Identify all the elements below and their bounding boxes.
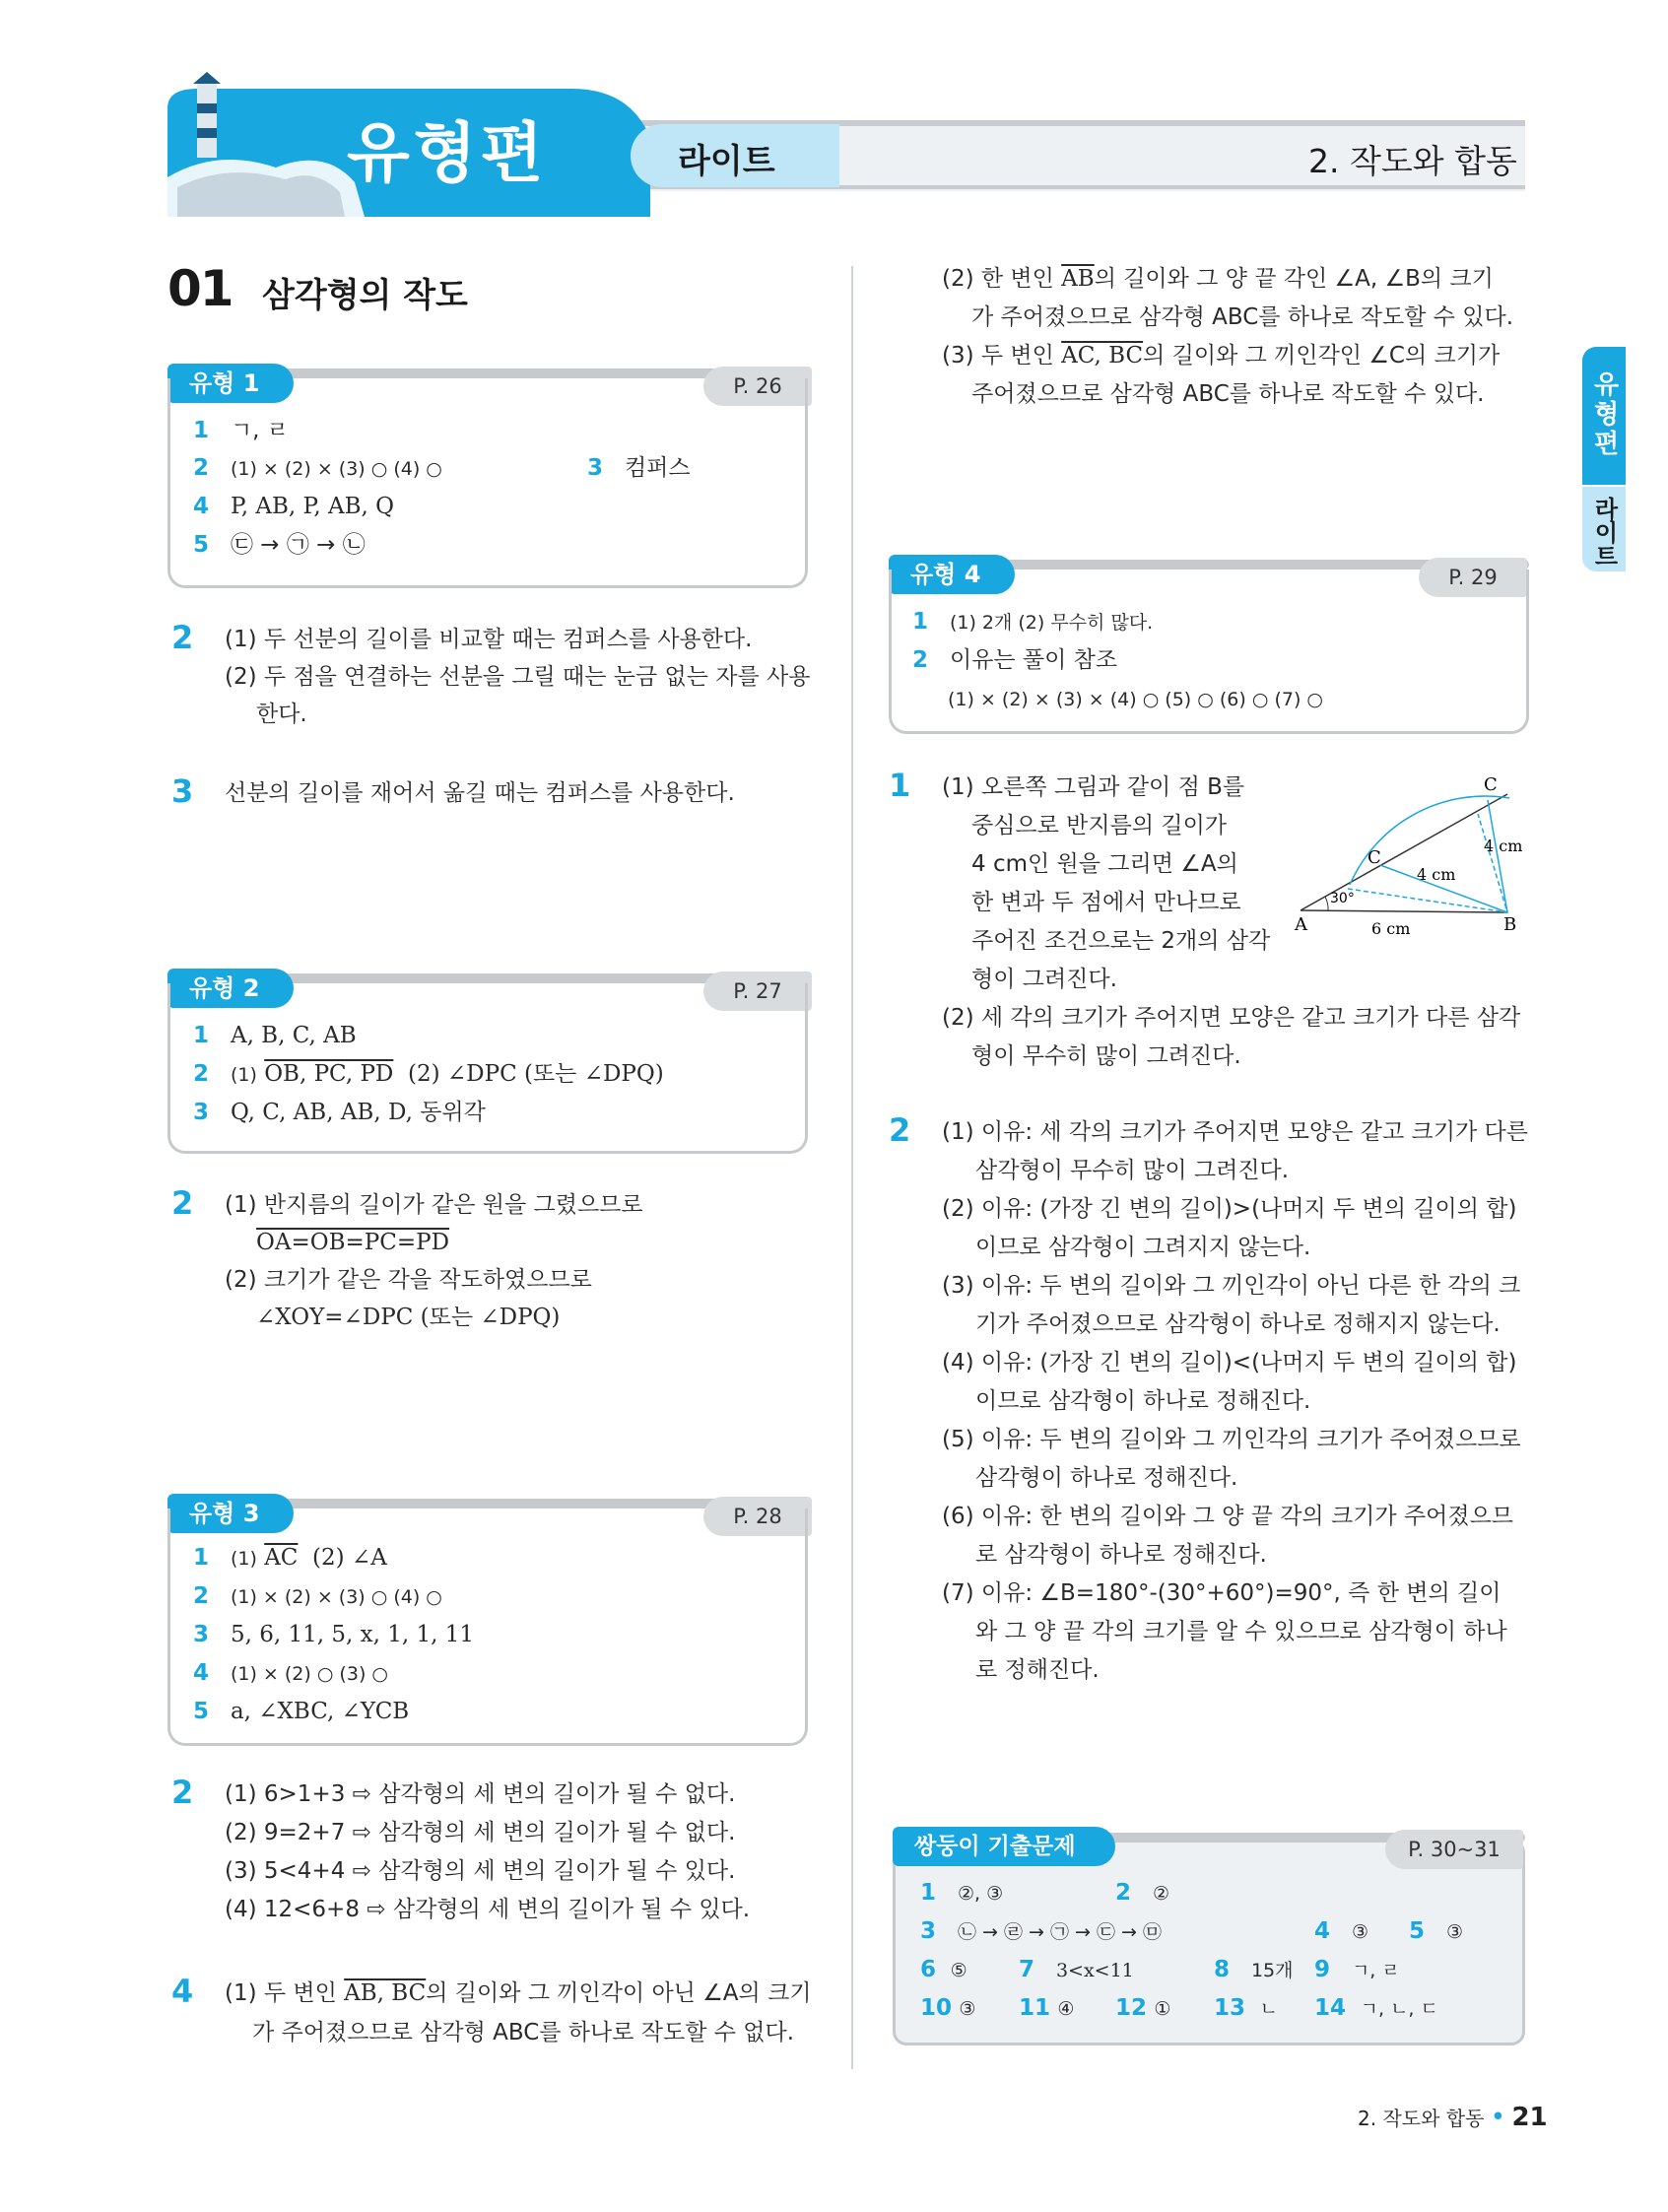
twin-item-2: 2 ②	[1115, 1880, 1169, 1906]
sol1-q2-number: 2	[171, 619, 194, 656]
sol4-q2-line-2: 삼각형이 무수히 많이 그려진다.	[975, 1158, 1290, 1183]
fig-label-B: B	[1503, 914, 1517, 935]
type2-line-1: 1 A, B, C, AB	[193, 1023, 357, 1048]
right-top-line-3: (3) 두 변인 AC, BC의 길이와 그 끼인각인 ∠C의 크기가	[942, 343, 1501, 369]
right-top-line-2: 가 주어졌으므로 삼각형 ABC를 하나로 작도할 수 있다.	[971, 304, 1514, 330]
fig-label-A: A	[1295, 914, 1307, 935]
sol2-line-4: ∠XOY=∠DPC (또는 ∠DPQ)	[256, 1305, 561, 1330]
type3-line-4: 4 (1) × (2) ○ (3) ○	[193, 1660, 388, 1686]
type3-line-2: 2 (1) × (2) × (3) ○ (4) ○	[193, 1583, 442, 1609]
sol4-q2-line-15: 로 정해진다.	[975, 1657, 1100, 1683]
fig-label-C1: C	[1368, 847, 1381, 868]
type4-line-2: 2 이유는 풀이 참조	[912, 647, 1118, 673]
type1-label: 유형 1	[189, 369, 260, 397]
type2-line-2: 2 (1) OB, PC, PD (2) ∠DPC (또는 ∠DPQ)	[193, 1061, 664, 1087]
sol4-q2-line-11: (6) 이유: 한 변의 길이와 그 양 끝 각의 크기가 주어졌으므	[942, 1504, 1514, 1529]
sol3-q4-number: 4	[171, 1973, 194, 2010]
fig-ab: 6 cm	[1371, 919, 1411, 938]
twin-item-3: 3 ㉡ → ㉣ → ㉠ → ㉢ → ㉤	[920, 1918, 1162, 1944]
side-tab-level	[1582, 487, 1626, 571]
type1-line-5: 5 ㉢ → ㉠ → ㉡	[193, 532, 366, 558]
sol3-q2-number: 2	[171, 1774, 194, 1811]
sol4-q1-line-7: (2) 세 각의 크기가 주어지면 모양은 같고 크기가 다른 삼각	[942, 1005, 1521, 1031]
sol3-q4-line-2: 가 주어졌으므로 삼각형 ABC를 하나로 작도할 수 없다.	[252, 2020, 795, 2045]
sol1-q3-line-1: 선분의 길이를 재어서 옮길 때는 컴퍼스를 사용한다.	[225, 780, 735, 806]
sol4-q1-line-8: 형이 무수히 많이 그려진다.	[971, 1043, 1241, 1069]
twin-label: 쌍둥이 기출문제	[914, 1834, 1076, 1859]
header-level: 라이트	[678, 142, 775, 181]
sol3-q2-line-3: (3) 5<4+4 ⇨ 삼각형의 세 변의 길이가 될 수 있다.	[225, 1858, 736, 1884]
sol4-q2-line-13: (7) 이유: ∠B=180°-(30°+60°)=90°, 즉 한 변의 길이	[942, 1580, 1501, 1606]
sol3-q2-line-4: (4) 12<6+8 ⇨ 삼각형의 세 변의 길이가 될 수 있다.	[225, 1897, 751, 1922]
sol4-q2-line-5: (3) 이유: 두 변의 길이와 그 끼인각이 아닌 다른 한 각의 크	[942, 1273, 1521, 1299]
fig-angle: 30°	[1330, 891, 1355, 906]
twin-tag	[893, 1827, 1115, 1866]
sol4-q1-line-4: 한 변과 두 점에서 만나므로	[971, 890, 1241, 915]
sol3-q4-line-1: (1) 두 변인 AB, BC의 길이와 그 끼인각이 아닌 ∠A의 크기	[225, 1980, 812, 2006]
sol4-q2-line-10: 삼각형이 하나로 정해진다.	[975, 1465, 1238, 1491]
type2-page: P. 27	[703, 972, 812, 1011]
twin-item-11: 11 ④	[1019, 1995, 1075, 2021]
type1-line-4: 4 P, AB, P, AB, Q	[193, 494, 394, 519]
sol4-q2-number: 2	[889, 1111, 911, 1149]
type3-label: 유형 3	[189, 1500, 260, 1527]
type3-line-3: 3 5, 6, 11, 5, x, 1, 1, 11	[193, 1622, 474, 1647]
type4-line-1: 1 (1) 2개 (2) 무수히 많다.	[912, 609, 1154, 635]
sol4-q1-line-1: (1) 오른쪽 그림과 같이 점 B를	[942, 774, 1245, 800]
twin-item-5: 5 ③	[1409, 1918, 1463, 1944]
section-title: 삼각형의 작도	[262, 276, 468, 315]
footer	[1358, 2103, 1548, 2132]
twin-item-14: 14 ㄱ, ㄴ, ㄷ	[1314, 1995, 1438, 2021]
sol4-q2-line-9: (5) 이유: 두 변의 길이와 그 끼인각의 크기가 주어졌으므로	[942, 1427, 1521, 1452]
twin-page: P. 30~31	[1385, 1830, 1523, 1869]
sol3-q2-line-1: (1) 6>1+3 ⇨ 삼각형의 세 변의 길이가 될 수 없다.	[225, 1781, 736, 1807]
side-tab-section-label: 유형편	[1589, 370, 1619, 459]
sol2-line-1: (1) 반지름의 길이가 같은 원을 그렸으므로	[225, 1192, 643, 1218]
sol4-q2-line-7: (4) 이유: (가장 긴 변의 길이)<(나머지 두 변의 길이의 합)	[942, 1350, 1517, 1375]
footer-chapter: 2. 작도와 합동	[1358, 2107, 1485, 2130]
twin-item-13: 13 ㄴ	[1214, 1995, 1278, 2021]
twin-item-6: 6 ⑤	[920, 1957, 967, 1982]
footer-bullet: •	[1490, 2103, 1506, 2132]
fig-label-C2: C	[1484, 774, 1498, 795]
sol1-q3-number: 3	[171, 772, 194, 810]
sol4-q1-line-3: 4 cm인 원을 그리면 ∠A의	[971, 851, 1238, 877]
twin-item-1: 1 ②, ③	[920, 1880, 1004, 1906]
sol4-q2-line-6: 기가 주어졌으므로 삼각형이 하나로 정해지지 않는다.	[975, 1311, 1501, 1337]
sol4-q1-line-6: 형이 그려진다.	[971, 967, 1117, 992]
type4-label: 유형 4	[910, 561, 981, 588]
twin-item-8: 8 15개	[1214, 1957, 1294, 1982]
twin-item-10: 10 ③	[920, 1995, 976, 2021]
type3-line-5: 5 a, ∠XBC, ∠YCB	[193, 1699, 410, 1724]
fig-bc1: 4 cm	[1417, 865, 1456, 884]
fig-bc2: 4 cm	[1484, 837, 1523, 855]
triangle-figure	[1281, 774, 1533, 942]
sol1-q2-line-1: (1) 두 선분의 길이를 비교할 때는 컴퍼스를 사용한다.	[225, 627, 753, 652]
section-number: 01	[167, 260, 233, 317]
type3-line-1: 1 (1) $\overline{AC}$ (2) ∠A	[193, 1545, 387, 1571]
sol1-q2-line-3: 한다.	[256, 702, 307, 727]
sol3-q2-line-2: (2) 9=2+7 ⇨ 삼각형의 세 변의 길이가 될 수 없다.	[225, 1820, 736, 1845]
type4-line-3: (1) × (2) × (3) × (4) ○ (5) ○ (6) ○ (7) ○	[948, 689, 1323, 710]
sol2-line-3: (2) 크기가 같은 각을 작도하였으므로	[225, 1267, 592, 1293]
side-tab-level-label: 라이트	[1590, 497, 1618, 568]
sol4-q2-line-4: 이므로 삼각형이 그려지지 않는다.	[975, 1235, 1311, 1260]
column-divider	[851, 266, 853, 2069]
type1-line-1: 1 ㄱ, ㄹ	[193, 418, 290, 443]
twin-item-7: 7 3<x<11	[1019, 1957, 1134, 1982]
type3-page: P. 28	[703, 1497, 812, 1536]
side-tab-section	[1582, 347, 1626, 485]
type2-line-3: 3 Q, C, AB, AB, D, 동위각	[193, 1100, 486, 1125]
sol4-q2-line-8: 이므로 삼각형이 하나로 정해진다.	[975, 1388, 1311, 1414]
type1-page: P. 26	[703, 367, 812, 406]
twin-item-9: 9 ㄱ, ㄹ	[1314, 1957, 1400, 1982]
sol2-line-2: OA=OB=PC=PD	[256, 1230, 450, 1255]
twin-item-4: 4 ③	[1314, 1918, 1368, 1944]
type1-line-2: 2 (1) × (2) × (3) ○ (4) ○	[193, 455, 442, 481]
twin-item-12: 12 ①	[1115, 1995, 1171, 2021]
header-main-title: 유형편	[347, 115, 548, 191]
sol4-q2-line-12: 로 삼각형이 하나로 정해진다.	[975, 1542, 1267, 1568]
sol4-q1-number: 1	[889, 767, 911, 804]
type4-page: P. 29	[1419, 558, 1527, 597]
sol4-q2-line-14: 와 그 양 끝 각의 크기를 알 수 있으므로 삼각형이 하나	[975, 1619, 1507, 1644]
sol2-number: 2	[171, 1184, 194, 1222]
right-top-line-1: (2) 한 변인 $\overline{AB}$의 길이와 그 양 끝 각인 ∠A, ∠B의 크기	[942, 266, 1494, 292]
sol1-q2-line-2: (2) 두 점을 연결하는 선분을 그릴 때는 눈금 없는 자를 사용	[225, 664, 811, 690]
type1-line-3: 3 컴퍼스	[587, 455, 691, 481]
sol4-q2-line-1: (1) 이유: 세 각의 크기가 주어지면 모양은 같고 크기가 다른	[942, 1119, 1528, 1145]
footer-page-number: 21	[1511, 2103, 1548, 2132]
right-top-line-4: 주어졌으므로 삼각형 ABC를 하나로 작도할 수 있다.	[971, 381, 1485, 407]
header-chapter: 2. 작도와 합동	[1308, 142, 1517, 180]
sol4-q1-line-5: 주어진 조건으로는 2개의 삼각	[971, 928, 1271, 954]
type2-label: 유형 2	[189, 974, 260, 1002]
sol4-q1-line-2: 중심으로 반지름의 길이가	[971, 813, 1228, 838]
sol4-q2-line-3: (2) 이유: (가장 긴 변의 길이)>(나머지 두 변의 길이의 합)	[942, 1196, 1517, 1222]
